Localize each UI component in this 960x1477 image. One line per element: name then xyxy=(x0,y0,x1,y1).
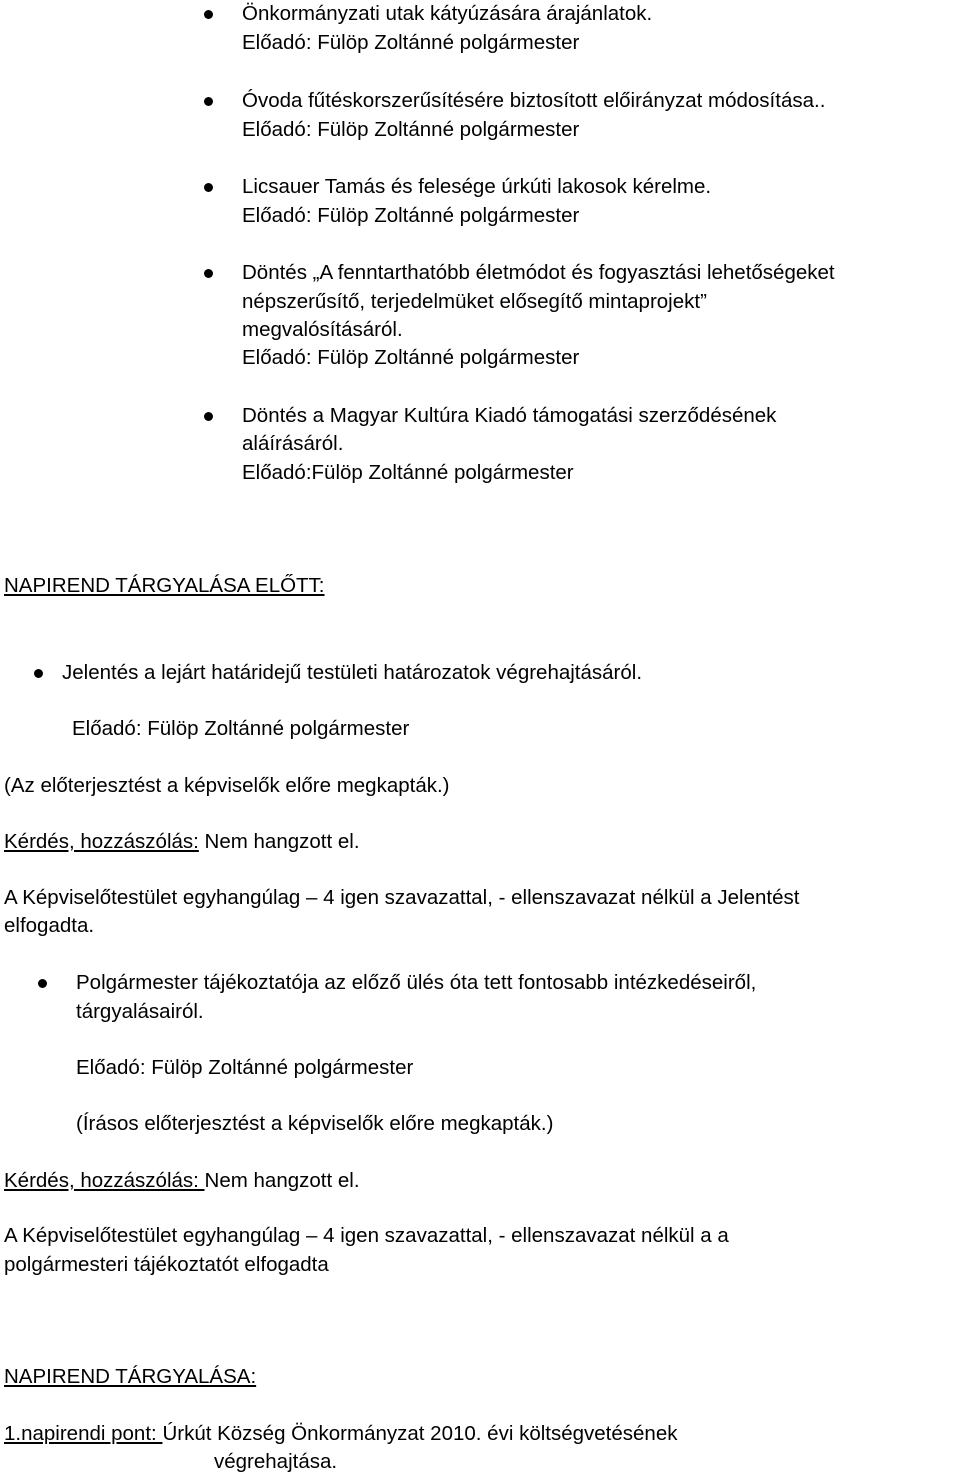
agenda-item-title: Óvoda fűtéskorszerűsítésére biztosított előirányzat módosítása.. xyxy=(242,89,826,112)
report-decision: A Képviselőtestület egyhangúlag – 4 igen szavazattal, - ellenszavazat nélkül a Jelentést xyxy=(4,886,800,909)
mayor-briefing-question xyxy=(4,1167,360,1195)
question-value: Nem hangzott el. xyxy=(204,1169,360,1192)
agenda-item-title: Licsauer Tamás és felesége úrkúti lakosok kérelme. xyxy=(242,175,712,198)
report-question xyxy=(4,828,360,856)
agenda-point-1-label: 1.napirendi pont: xyxy=(4,1422,163,1445)
agenda-item-title: Döntés „A fenntarthatóbb életmódot és fogyasztási lehetőségeket xyxy=(242,261,835,284)
report-title: Jelentés a lejárt határidejű testületi határozatok végrehajtásáról. xyxy=(62,661,643,684)
agenda-heading: NAPIREND TÁRGYALÁSA: xyxy=(4,1365,257,1388)
agenda-item-title: Döntés a Magyar Kultúra Kiadó támogatási szerződésének xyxy=(242,404,777,427)
agenda-item-presenter: Előadó:Fülöp Zoltánné polgármester xyxy=(242,461,574,484)
agenda-item-presenter: Előadó: Fülöp Zoltánné polgármester xyxy=(242,204,580,227)
bullet-icon xyxy=(204,269,213,278)
report-note: (Az előterjesztést a képviselők előre megkapták.) xyxy=(4,774,450,797)
bullet-icon xyxy=(204,97,213,106)
report-decision: elfogadta. xyxy=(4,914,95,937)
agenda-point-1-title: Úrkút Község Önkormányzat 2010. évi költségvetésének xyxy=(162,1422,678,1445)
agenda-point-1 xyxy=(4,1420,677,1448)
agenda-point-1-title: végrehajtása. xyxy=(214,1450,338,1473)
agenda-item-title: megvalósításáról. xyxy=(242,318,403,341)
question-value: Nem hangzott el. xyxy=(198,830,360,853)
bullet-icon xyxy=(204,10,213,19)
mayor-briefing-note: (Írásos előterjesztést a képviselők előre megkapták.) xyxy=(76,1112,554,1135)
mayor-briefing-decision: polgármesteri tájékoztatót elfogadta xyxy=(4,1253,329,1276)
bullet-icon xyxy=(34,669,43,678)
mayor-briefing-title: Polgármester tájékoztatója az előző ülés óta tett fontosabb intézkedéseiről, xyxy=(76,971,757,994)
agenda-item-presenter: Előadó: Fülöp Zoltánné polgármester xyxy=(242,31,580,54)
bullet-icon xyxy=(204,183,213,192)
report-presenter: Előadó: Fülöp Zoltánné polgármester xyxy=(72,717,410,740)
agenda-item-title: aláírásáról. xyxy=(242,432,344,455)
agenda-item-title: Önkormányzati utak kátyúzására árajánlatok. xyxy=(242,2,653,25)
mayor-briefing-presenter: Előadó: Fülöp Zoltánné polgármester xyxy=(76,1056,414,1079)
agenda-item-presenter: Előadó: Fülöp Zoltánné polgármester xyxy=(242,346,580,369)
question-label: Kérdés, hozzászólás: xyxy=(4,830,199,853)
bullet-icon xyxy=(204,412,213,421)
bullet-icon xyxy=(38,979,47,988)
question-label: Kérdés, hozzászólás: xyxy=(4,1169,205,1192)
agenda-item-presenter: Előadó: Fülöp Zoltánné polgármester xyxy=(242,118,580,141)
mayor-briefing-title: tárgyalásairól. xyxy=(76,1000,204,1023)
agenda-item-title: népszerűsítő, terjedelmüket elősegítő mintaprojekt” xyxy=(242,290,707,313)
mayor-briefing-decision: A Képviselőtestület egyhangúlag – 4 igen szavazattal, - ellenszavazat nélkül a a xyxy=(4,1224,729,1247)
before-agenda-heading: NAPIREND TÁRGYALÁSA ELŐTT: xyxy=(4,574,325,597)
